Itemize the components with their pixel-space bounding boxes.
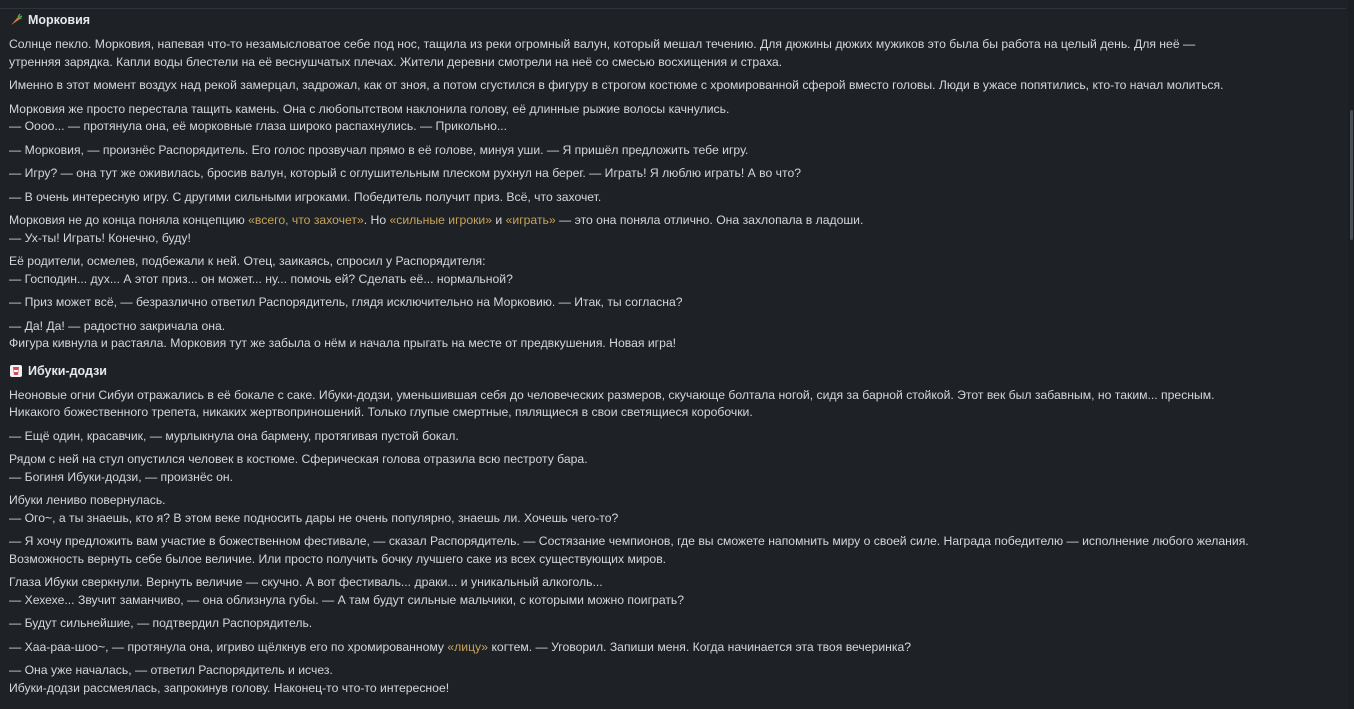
text-line: Никакого божественного трепета, никаких жертвоприношений. Только глупые смертные, пялящиеся в свои светящиеся коробочки. [9,405,753,419]
paragraph [9,492,1339,527]
text-line: — Ещё один, красавчик, — мурлыкнула она бармену, протягивая пустой бокал. [9,428,459,443]
text-line: Неоновые огни Сибуи отражались в её бокале с саке. Ибуки-додзи, уменьшившая себя до человеческих размеров, скучающе болтала ногой, сидя за барной стойкой. Этот век был забавным, но таким... пресным. [9,387,1215,402]
text-fragment: — Хаа-раа-шоо~, — протянула она, игриво щёлкнув его по хромированному [9,639,448,654]
paragraph [9,428,1339,446]
text-line: — Будут сильнейшие, — подтвердил Распорядитель. [9,616,313,630]
text-line: Рядом с ней на стул опустился человек в костюме. Сферическая голова отразила всю пестроту бара. [9,452,588,466]
section-heading [9,12,1339,28]
text-line: Солнце пекло. Морковия, напевая что-то незамысловатое себе под нос, тащила из реки огромный валун, который мешал течению. Для дюжины дюжих мужиков это была бы работа на целый день. Для неё — [9,37,1196,51]
text-line: — В очень интересную игру. С другими сильными игроками. Победитель получит приз. Всё, что захочет. [9,189,602,204]
highlighted-phrase: «сильные игроки» [389,213,493,227]
section-title: Морковия [28,13,91,27]
highlighted-phrase: «лицу» [447,639,489,654]
text-line: — Ого~, а ты знаешь, кто я? В этом веке подносить дары не очень популярно, знаешь ли. Хочешь чего-то? [9,510,619,525]
text-line: — Приз может всё, — безразлично ответил Распорядитель, глядя исключительно на Морковию. — Итак, ты согласна? [9,295,683,309]
text-line-highlighted [9,639,1339,657]
text-fragment: . Но [363,213,390,227]
scrollbar-thumb[interactable] [1350,110,1353,240]
carrot-icon [9,13,23,27]
text-line: Морковия же просто перестала тащить камень. Она с любопытством наклонила голову, её длинные рыжие волосы качнулись. [9,101,730,116]
text-line: Ибуки-додзи рассмеялась, запрокинув голову. Наконец-то что-то интересное! [9,680,450,695]
scrollbar[interactable] [1348,0,1354,709]
section-ibuki-dodzi [9,363,1339,698]
top-divider [0,8,1346,9]
paragraph [9,77,1339,95]
text-fragment: — это она поняла отлично. Она захлопала в ладоши. [555,213,864,227]
paragraph [9,36,1339,71]
paragraph [9,165,1339,183]
paragraph [9,253,1339,288]
section-title: Ибуки-додзи [28,363,107,378]
paragraph [9,615,1339,633]
text-line: Именно в этот момент воздух над рекой замерцал, задрожал, как от зноя, а потом сгустился в фигуру в строгом костюме с хромированной сферой вместо головы. Люди в ужасе попятились, кто-то начал молиться. [9,78,1224,92]
sake-icon [9,364,23,378]
paragraph [9,318,1339,353]
text-line: — Господин... дух... А этот приз... он может... ну... помочь ей? Сделать её... нормальной? [9,271,513,286]
paragraph [9,451,1339,486]
text-line: — Она уже началась, — ответил Распорядитель и исчез. [9,663,333,677]
paragraph [9,142,1339,160]
highlighted-phrase: «играть» [505,213,556,227]
text-line: Возможность вернуть себе былое величие. Или просто получить бочку лучшего саке из всех существующих миров. [9,551,667,566]
paragraph [9,294,1339,312]
paragraph [9,639,1339,657]
paragraph [9,212,1339,247]
paragraph [9,662,1339,697]
highlighted-phrase: «всего, что захочет» [248,213,364,227]
text-line: — Хехехе... Звучит заманчиво, — она облизнула губы. — А там будут сильные мальчики, с которыми можно поиграть? [9,592,685,607]
section-heading [9,363,1339,379]
text-line: — Богиня Ибуки-додзи, — произнёс он. [9,469,233,484]
text-line-highlighted [9,212,1339,230]
text-fragment: когтем. — Уговорил. Запиши меня. Когда начинается эта твоя вечеринка? [488,639,912,654]
text-line: Её родители, осмелев, подбежали к ней. Отец, заикаясь, спросил у Распорядителя: [9,254,486,268]
story-content [9,12,1339,703]
text-line: Ибуки лениво повернулась. [9,493,166,507]
text-line: — Морковия, — произнёс Распорядитель. Его голос прозвучал прямо в её голове, минуя уши. — Я пришёл предложить тебе игру. [9,142,749,157]
section-morkoviya [9,12,1339,353]
text-line: Фигура кивнула и растаяла. Морковия тут же забыла о нём и начала прыгать на месте от предвкушения. Новая игра! [9,336,677,350]
text-fragment: и [492,213,506,227]
text-line: — Я хочу предложить вам участие в божественном фестивале, — сказал Распорядитель. — Состязание чемпионов, где вы сможете напомнить миру о своей силе. Награда победителю — исполнение любого желания. [9,534,1249,548]
text-line: Глаза Ибуки сверкнули. Вернуть величие — скучно. А вот фестиваль... драки... и уникальный алкоголь... [9,575,603,589]
text-line: — Да! Да! — радостно закричала она. [9,318,226,333]
paragraph [9,189,1339,207]
paragraph [9,533,1339,568]
text-line: — Оооо... — протянула она, её морковные глаза широко распахнулись. — Прикольно... [9,119,508,133]
text-line: утренняя зарядка. Капли воды блестели на её веснушчатых плечах. Жители деревни смотрели на неё со смесью восхищения и страха. [9,54,783,69]
text-line: — Игру? — она тут же оживилась, бросив валун, который с оглушительным плеском рухнул на берег. — Играть! Я люблю играть! А во что? [9,166,801,180]
text-line: — Ух-ты! Играть! Конечно, буду! [9,230,191,245]
paragraph [9,101,1339,136]
text-fragment: Морковия не до конца поняла концепцию [9,213,249,227]
paragraph [9,574,1339,609]
paragraph [9,387,1339,422]
